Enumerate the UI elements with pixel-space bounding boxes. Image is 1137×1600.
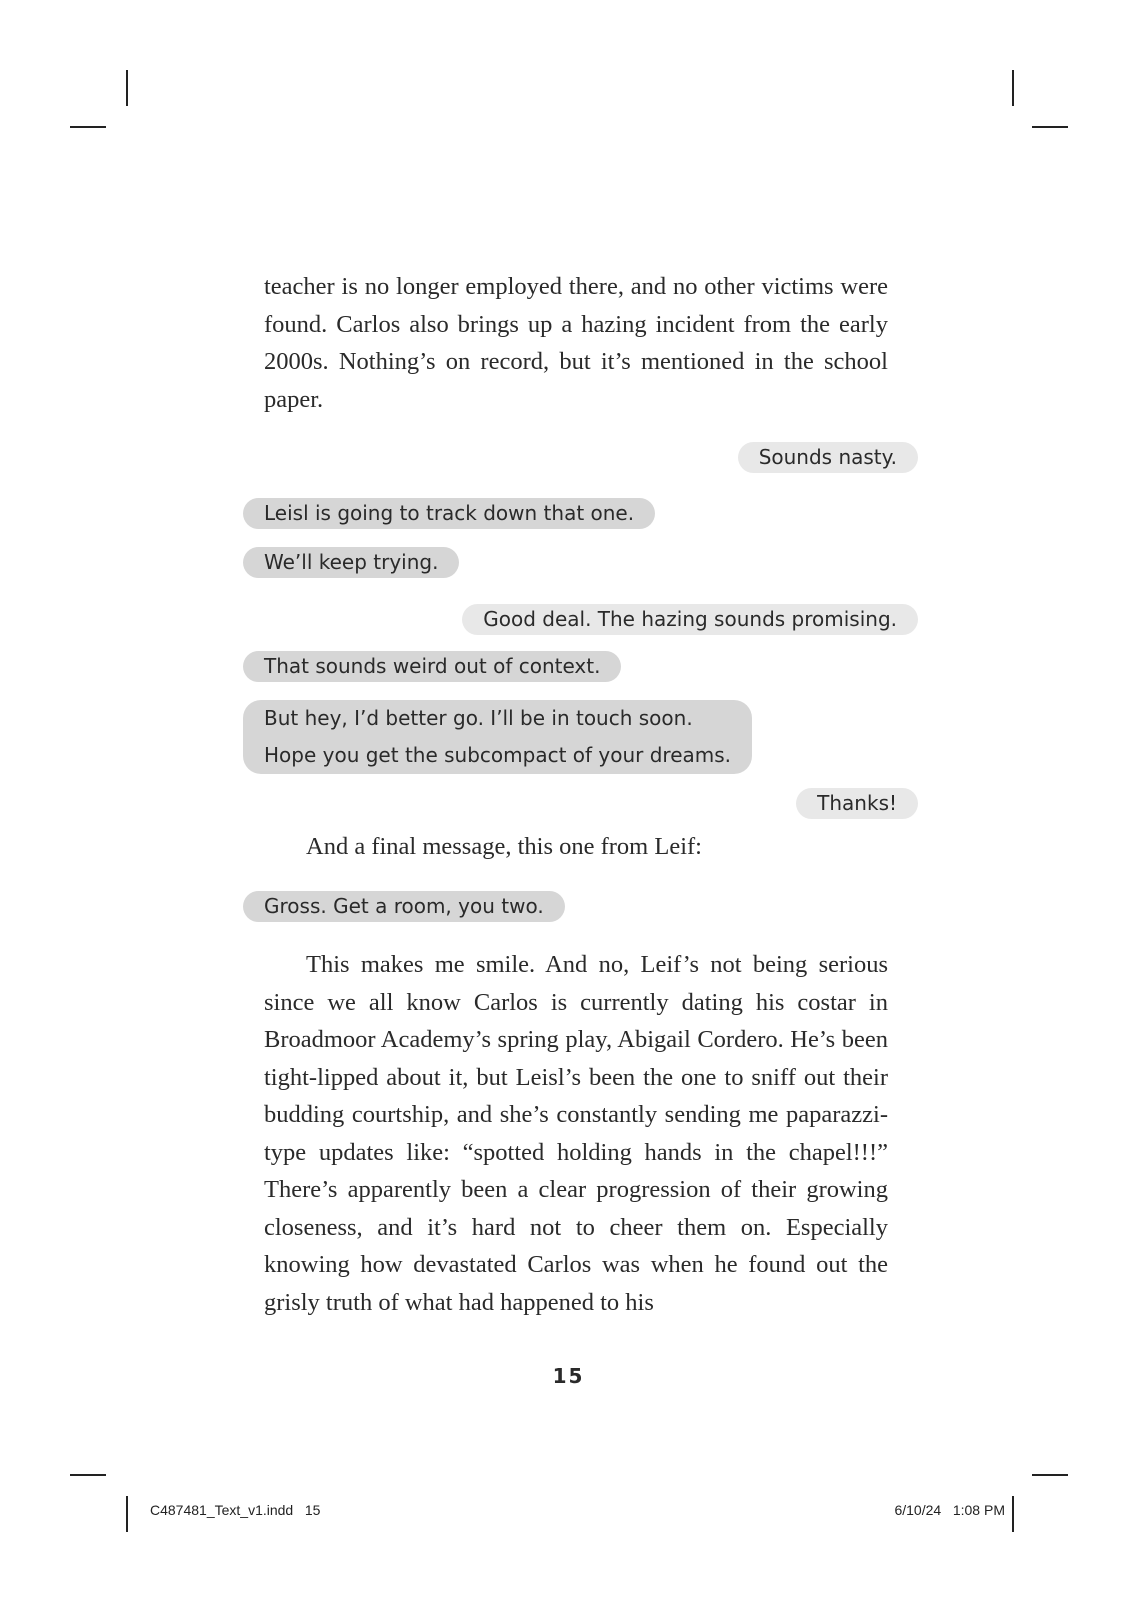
message-text: That sounds weird out of context. <box>264 654 601 678</box>
message-text: Gross. Get a room, you two. <box>264 894 544 918</box>
message-bubble-sent <box>462 604 918 635</box>
message-bubble-received-leif <box>243 891 565 922</box>
crop-mark-bottom-right-horizontal <box>1032 1474 1068 1476</box>
crop-mark-top-right-horizontal <box>1032 126 1068 128</box>
crop-mark-bottom-left-horizontal <box>70 1474 106 1476</box>
message-bubble-received <box>243 498 655 529</box>
message-text: Thanks! <box>817 791 897 815</box>
body-paragraph-bottom: This makes me smile. And no, Leif’s not being serious since we all know Carlos is currently dating his costar in Broadmoor Academy’s spring play, Abigail Cordero. He’s been tight-lipped about it, but Leisl’s been the one to sniff out their budding courtship, and she’s constantly sending me paparazzi-type updates like: “spotted holding hands in the chapel!!!” There’s apparently been a clear progression of their growing closeness, and it’s hard not to cheer them on. Especially knowing how devastated Carlos was when he found out the grisly truth of what had happened to his <box>264 951 888 1316</box>
message-text: Sounds nasty. <box>758 445 897 469</box>
message-bubble-received <box>243 651 621 682</box>
message-text: Hope you get the subcompact of your dreams. <box>264 743 732 767</box>
page-number: 15 <box>552 1364 585 1388</box>
crop-mark-bottom-left-vertical <box>126 1496 128 1532</box>
message-text: We’ll keep trying. <box>264 550 439 574</box>
slug-date-time: 6/10/24 1:08 PM <box>894 1502 1005 1518</box>
body-paragraph-top: teacher is no longer employed there, and no other victims were found. Carlos also brings up a hazing incident from the early 2000s. Nothing’s on record, but it’s mentioned in the school paper. <box>264 273 888 413</box>
message-text: Good deal. The hazing sounds promising. <box>483 607 897 631</box>
crop-mark-top-left-vertical <box>126 70 128 106</box>
slug-file-name: C487481_Text_v1.indd 15 <box>150 1502 321 1518</box>
message-text: Leisl is going to track down that one. <box>264 501 635 525</box>
message-bubble-sent <box>796 788 918 819</box>
message-text: But hey, I’d better go. I’ll be in touch soon. <box>264 706 693 730</box>
message-bubble-sent <box>738 442 918 473</box>
crop-mark-top-left-horizontal <box>70 126 106 128</box>
crop-mark-bottom-right-vertical <box>1012 1496 1014 1532</box>
narration-line: And a final message, this one from Leif: <box>306 833 702 860</box>
crop-mark-top-right-vertical <box>1012 70 1014 106</box>
message-bubble-received <box>243 700 752 774</box>
message-bubble-received <box>243 547 459 578</box>
